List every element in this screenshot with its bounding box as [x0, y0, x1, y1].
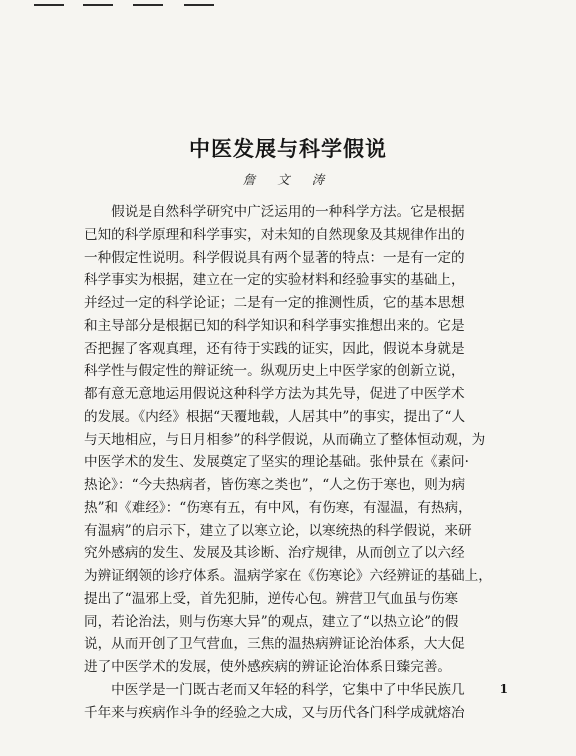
text-line: 和主导部分是根据已知的科学知识和科学事实推想出来的。它是 — [84, 317, 465, 334]
page-number: 1 — [499, 682, 508, 696]
body-text — [84, 201, 514, 724]
text-line: 的发展。《内经》根据“天覆地载，人居其中”的事实，提出了“人 — [84, 408, 466, 425]
text-line: 说，从而开创了卫气营血，三焦的温热病辨证论治体系，大大促 — [84, 636, 465, 653]
text-line: 否把握了客观真理，还有待于实践的证实，因此，假说本身就是 — [84, 340, 465, 357]
page-title: 中医发展与科学假说 — [189, 136, 387, 162]
text-line: 科学事实为根据，建立在一定的实验材料和经验事实的基础上， — [84, 272, 465, 289]
text-line: 千年来与疾病作斗争的经验之大成，又与历代各门科学成就熔冶 — [84, 704, 465, 721]
text-line: 中医学是一门既古老而又年轻的科学，它集中了中华民族几 — [84, 681, 465, 698]
text-line: 进了中医学术的发展，使外感疾病的辨证论治体系日臻完善。 — [84, 659, 452, 675]
scan-mark — [133, 4, 163, 6]
text-line: 科学性与假定性的辩证统一。纵观历史上中医学家的创新立说， — [84, 363, 465, 380]
text-line: 一种假定性说明。科学假说具有两个显著的特点：一是有一定的 — [84, 249, 465, 266]
text-line: 为辨证纲领的诊疗体系。温病学家在《伤寒论》六经辨证的基础上， — [84, 568, 492, 584]
text-line: 热论》：“今夫热病者，皆伤寒之类也”，“人之伤于寒也，则为病 — [84, 477, 466, 493]
text-line: 并经过一定的科学论证；二是有一定的推测性质，它的基本思想 — [84, 295, 465, 311]
text-line: 热”和《难经》：“伤寒有五，有中风，有伤寒，有湿温，有热病， — [84, 499, 472, 516]
text-line: 已知的科学原理和科学事实，对未知的自然现象及其规律作出的 — [84, 226, 465, 243]
text-line: 中医学术的发生、发展奠定了坚实的理论基础。张仲景在《素问· — [84, 454, 469, 471]
text-line: 有温病”的启示下，建立了以寒立论，以寒统热的科学假说，来研 — [84, 522, 472, 539]
scan-mark — [83, 4, 113, 6]
text-line: 都有意无意地运用假说这种科学方法为其先导，促进了中医学术 — [84, 386, 465, 402]
text-line: 究外感病的发生、发展及其诊断、治疗规律，从而创立了以六经 — [84, 545, 465, 562]
scan-mark — [34, 4, 64, 6]
author-name: 詹 文 涛 — [242, 172, 334, 187]
text-line: 同，若论治法，则与伤寒大异”的观点，建立了“以热立论”的假 — [84, 613, 459, 630]
text-line: 提出了“温邪上受，首先犯肺，逆传心包。辨营卫气血虽与伤寒 — [84, 590, 458, 607]
scan-mark — [184, 4, 214, 6]
text-line: 与天地相应，与日月相参”的科学假说，从而确立了整体恒动观，为 — [84, 431, 486, 448]
text-line: 假说是自然科学研究中广泛运用的一种科学方法。它是根据 — [84, 204, 465, 220]
scan-edge-marks — [0, 0, 576, 14]
